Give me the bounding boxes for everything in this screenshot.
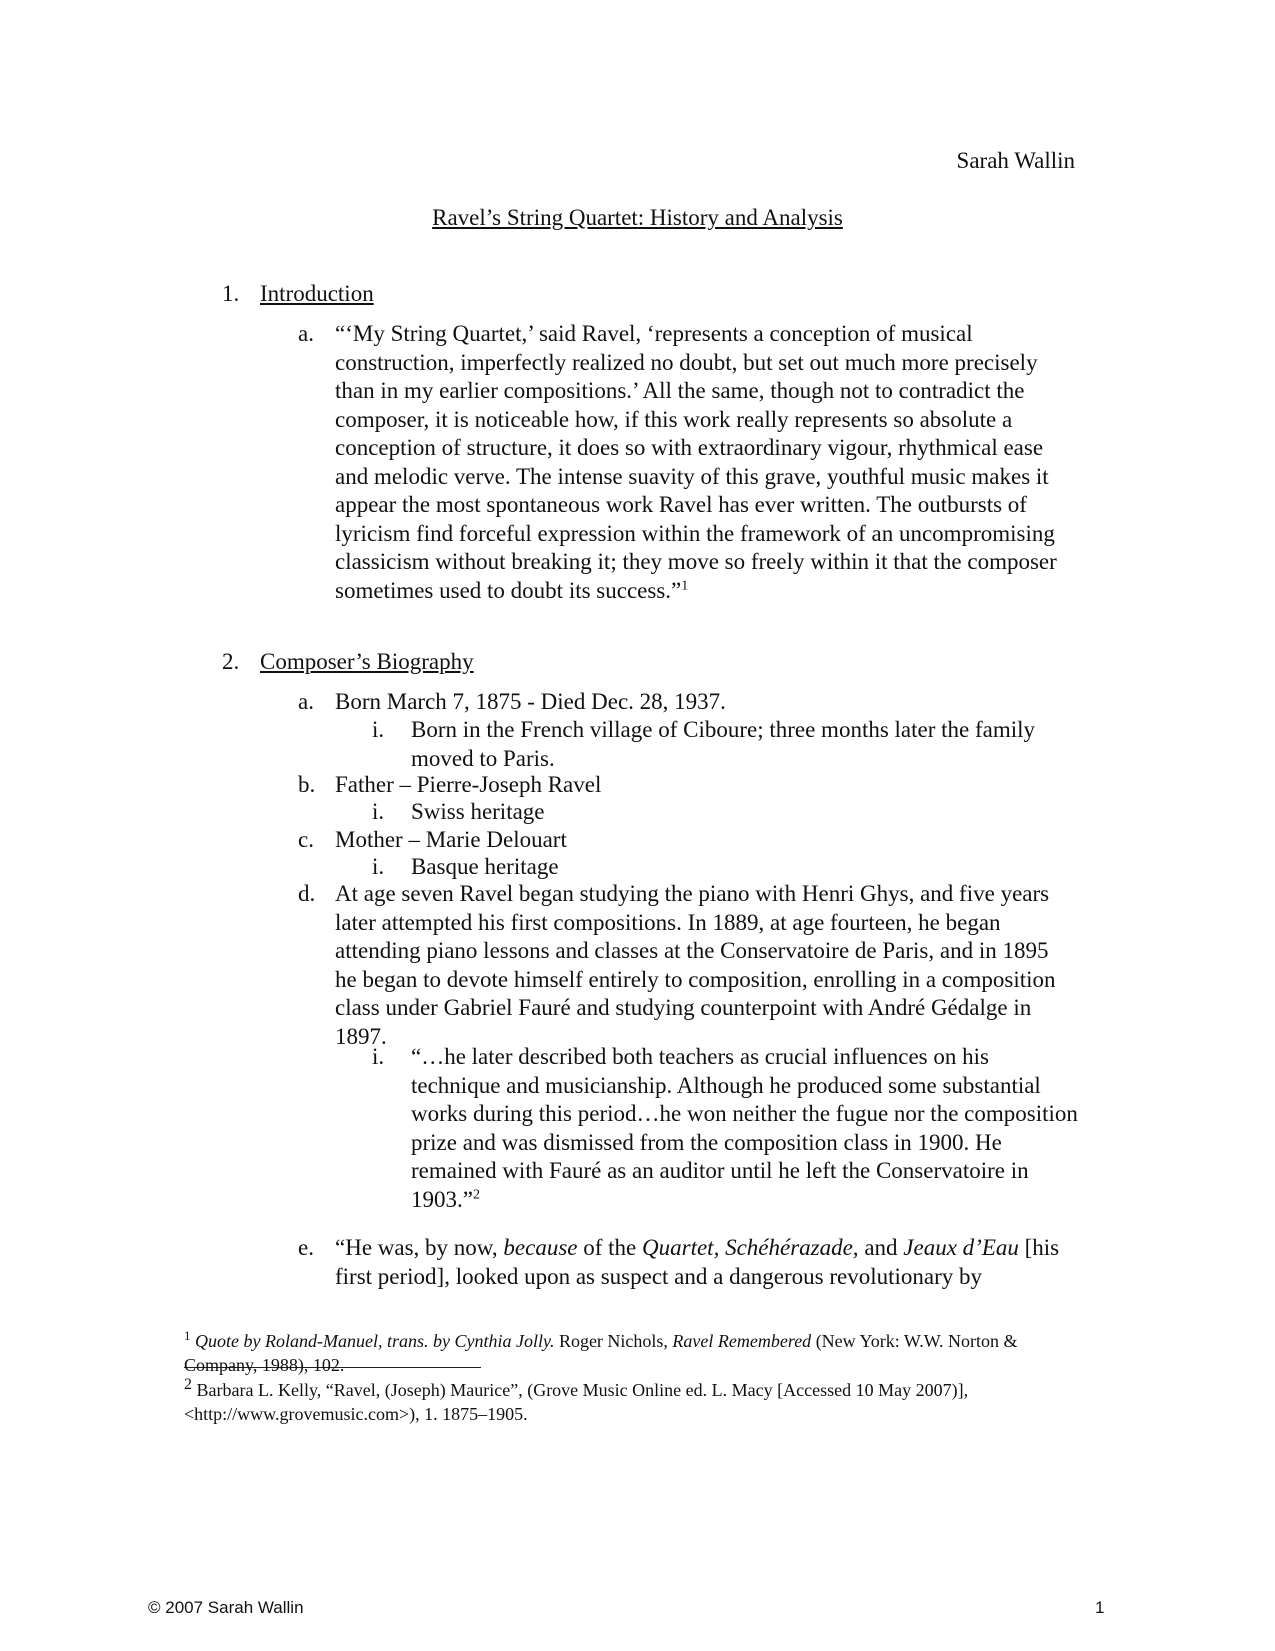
- footnote-mark: 1: [184, 1328, 191, 1343]
- sub-item-label: i.: [372, 1044, 385, 1069]
- item-label: e.: [298, 1235, 314, 1260]
- section-number: 1.: [222, 281, 240, 306]
- sub-item-text: Born in the French village of Ciboure; three months later the family moved to Paris.: [411, 717, 1036, 771]
- footnote-1: $^1$ Quote by Roland-Manuel, trans. by Cynthia Jolly. Roger Nichols, Ravel Remembered (New York: W.W. Norton & Company, 1988), 102.: [184, 1328, 1018, 1375]
- sub-item-text: “…he later described both teachers as crucial influences on his technique and musicianship. Although he produced some substantial works during this period…he won neither the fugue nor the composition prize and was dismissed from the composition class in 1900. He remained with Fauré as an auditor until he left the Conservatoire in 1903.”$^2$: [411, 1044, 1078, 1212]
- footnote-ref: 1: [681, 577, 689, 593]
- author-name: Sarah Wallin: [956, 148, 1075, 173]
- footer-copyright: © 2007 Sarah Wallin: [148, 1598, 304, 1617]
- item-text: Father – Pierre-Joseph Ravel: [335, 772, 602, 797]
- item-text: Mother – Marie Delouart: [335, 827, 567, 852]
- item-text: Born March 7, 1875 - Died Dec. 28, 1937.: [335, 689, 726, 714]
- item-label: d.: [298, 881, 316, 906]
- sub-item-text: Basque heritage: [411, 854, 559, 879]
- sub-item-label: i.: [372, 717, 385, 742]
- document-title: Ravel’s String Quartet: History and Analysis: [432, 205, 843, 230]
- section-number: 2.: [222, 649, 240, 674]
- item-label: a.: [298, 321, 314, 346]
- page-number: 1: [1095, 1598, 1105, 1617]
- item-text: “‘My String Quartet,’ said Ravel, ‘represents a conception of musical construction, imperfectly realized no doubt, but set out much more precisely than in my earlier compositions.’ All the same, though not to contradict the composer, it is noticeable how, if this work really represents so absolute a conception of structure, it does so with extraordinary vigour, rhythmical ease and melodic verve. The intense suavity of this grave, youthful music makes it appear the most spontaneous work Ravel has ever written. The outbursts of lyricism find forceful expression within the framework of an uncompromising classicism without breaking it; they move so freely within it that the composer sometimes used to doubt its success.”$^1$: [335, 321, 1057, 603]
- item-text: At age seven Ravel began studying the piano with Henri Ghys, and five years later attempted his first compositions. In 1889, at age fourteen, he began attending piano lessons and classes at the Conservatoire de Paris, and in 1895 he began to devote himself entirely to composition, enrolling in a composition class under Gabriel Fauré and studying counterpoint with André Gédalge in 1897.: [335, 881, 1056, 1049]
- item-label: c.: [298, 827, 314, 852]
- item-label: a.: [298, 689, 314, 714]
- sub-item-label: i.: [372, 799, 385, 824]
- sub-item-label: i.: [372, 854, 385, 879]
- footnote-mark: 2: [184, 1376, 192, 1393]
- sub-item-text: Swiss heritage: [411, 799, 545, 824]
- footnote-ref: 2: [472, 1186, 480, 1202]
- section-heading: Composer’s Biography: [260, 649, 474, 674]
- item-label: b.: [298, 772, 316, 797]
- section-heading: Introduction: [260, 281, 374, 306]
- item-text: “He was, by now, because of the Quartet, Schéhérazade, and Jeaux d’Eau [his first period], looked upon as suspect and a dangerous revolutionary by: [335, 1235, 1060, 1289]
- footnote-2: $^2$ Barbara L. Kelly, “Ravel, (Joseph) Maurice”, (Grove Music Online ed. L. Macy [Accessed 10 May 2007)], <http://www.grovemusic.com>), 1. 1875–1905.: [184, 1376, 969, 1424]
